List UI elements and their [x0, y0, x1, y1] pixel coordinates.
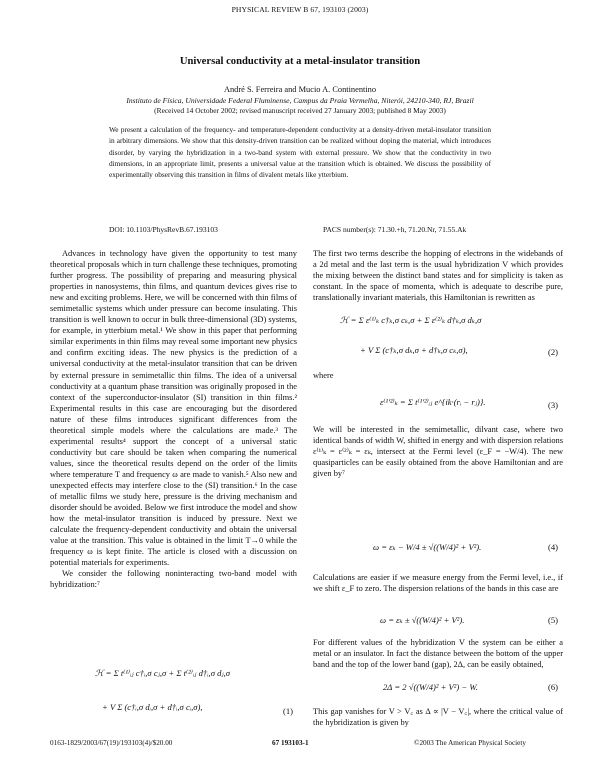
abstract: We present a calculation of the frequency- and temperature-dependent conductivity at a density-driven metal-insulator transition in arbitrary dimensions. We show that this density-driven transition can be realized without doping the material, which introduces disorder, by varying the hybridization in a two-band system with external pressure. We show that the conductivity in two dimensions, in an appropriate limit, presents a universal value at the transition which is obtained. We discuss the possibility of experimentally observing this transition in films of divalent metals like ytterbium. [109, 125, 491, 180]
equation-3: ε⁽¹'²⁾ₖ = Σ t⁽¹'²⁾ᵢⱼ e^{ik·(rᵢ − rⱼ)}. [380, 397, 486, 407]
equation-1-line-2: + V Σ (c†ᵢ,σ dᵢ,σ + d†ᵢ,σ cᵢ,σ), [102, 702, 203, 712]
right-para-1: The first two terms describe the hopping of electrons in the widebands of a 2d metal and the last term is the usual hybridization V which provides the mixing between the distinct band states and for simplicity is taken as constant. In the space of momenta, which is adequate to describe pure, translationally invariant materials, this Hamiltonian is rewritten as [313, 249, 563, 303]
equation-5-number: (5) [548, 615, 559, 625]
right-para-5: This gap vanishes for V > V꜀ as Δ ∝ |V − V꜀|, where the critical value of the hybridization is given by [313, 707, 563, 728]
paper-title: Universal conductivity at a metal-insulator transition [179, 56, 421, 67]
received-dates: (Received 14 October 2002; revised manuscript received 27 January 2003; published 8 May 2003) [154, 106, 446, 115]
equation-2-line-2: + V Σ (c†ₖ,σ dₖ,σ + d†ₖ,σ cₖ,σ), [360, 345, 468, 355]
equation-1-number: (1) [283, 706, 294, 716]
journal-header: PHYSICAL REVIEW B 67, 193103 (2003) [231, 5, 369, 14]
authors: André S. Ferreira and Mucio A. Continentino [223, 85, 377, 94]
where-label: where [313, 371, 334, 380]
doi[interactable]: DOI: 10.1103/PhysRevB.67.193103 [109, 225, 218, 234]
right-para-2: We will be interested in the semimetallic, dilvant case, where two identical bands of width W, shifted in energy and with dispersion relations ε⁽¹⁾ₖ = ε⁽²⁾ₖ = εₖ, intersect at the Fermi level (ε_F = −W/4). The new quasiparticles can be easily obtained from the above Hamiltonian and are given by⁷ [313, 425, 563, 479]
equation-5: ω = εₖ ± √((W/4)² + V²). [380, 615, 465, 625]
model-intro-paragraph: We consider the following noninteracting two-band model with hybridization:⁷ [50, 569, 297, 590]
left-column [50, 248, 297, 590]
intro-paragraph: Advances in technology have given the opportunity to test many theoretical proposals which in turn challenge these techniques, promoting further progress. The possibility of preparing and measuring physical properties in nanosystems, thin films, and quantum devices gives rise to new and exciting problems. Here, we will be concerned with thin films of semimetallic systems which under pressure can become insulating. This transition is well known to occur in bulk three-dimensional (3D) systems, for example, in ytterbium metal.¹ We show in this paper that performing similar experiments in thin films may reveal some important new physics and confirm exciting ideas. The new physics is the prediction of a universal conductivity at the metal-insulator transition that can be driven by external pressure in semimetallic thin films. The idea of a universal conductivity at a quantum phase transition was originally proposed in the context of the superconductor-insulator (SI) transition in thin films.² Experimental results in this case are encouraging but the disordered nature of these films introduces significant differences from the theoretical simple models where the calculations are made.³ The experimental results⁴ support the concept of a universal static conductivity but care should be taken when comparing the numerical values, since the theoretical results depend on the order of the limits where temperature T and frequency ω are made to vanish.⁵ Also new and unexpected effects may interfere close to the (SI) transition.⁶ In the case of metallic films we study here, pressure is the driving mechanism and disorder should be avoided. Below we first introduce the model and show how the metal-insulator transition is induced by pressure. Next we calculate the frequency-dependent conductivity and obtain the universal value at the transition. This value is obtained in the limit T→0 while the frequency ω is kept finite. The article is closed with a discussion on potential materials for experiments. [50, 249, 298, 568]
equation-2-line-1: ℋ = Σ ε⁽¹⁾ₖ c†ₖ,σ cₖ,σ + Σ ε⁽²⁾ₖ d†ₖ,σ dₖ,σ [340, 315, 482, 325]
equation-1-line-1: ℋ = Σ t⁽¹⁾ᵢⱼ c†ᵢ,σ cⱼ,σ + Σ t⁽²⁾ᵢⱼ d†ᵢ,σ dⱼ,σ [95, 668, 231, 678]
footer-issn: 0163-1829/2003/67(19)/193103(4)/$20.00 [50, 739, 173, 747]
footer-copyright: ©2003 The American Physical Society [414, 739, 526, 747]
equation-4-number: (4) [548, 542, 559, 552]
affiliation: Instituto de Física, Universidade Federal Fluminense, Campus da Praia Vermelha, Niterói, 24210-340, RJ, Brazil [126, 96, 474, 105]
equation-6-number: (6) [548, 682, 559, 692]
right-para-4: For different values of the hybridization V the system can be either a metal or an insulator. In fact the distance between the bottom of the upper band and the top of the lower band (gap), 2Δ, can be easily obtained, [313, 638, 563, 670]
equation-3-number: (3) [548, 400, 559, 410]
equation-6: 2Δ = 2 √((W/4)² + V²) − W. [383, 682, 478, 692]
footer-page: 67 193103-1 [272, 739, 309, 747]
equation-4: ω = εₖ − W/4 ± √((W/4)² + V²). [373, 542, 482, 552]
pacs-numbers: PACS number(s): 71.30.+h, 71.20.Nr, 71.55.Ak [323, 225, 467, 234]
equation-2-number: (2) [548, 347, 559, 357]
right-para-3: Calculations are easier if we measure energy from the Fermi level, i.e., if we shift ε_F to zero. The dispersion relations of the bands in this case are [313, 573, 563, 594]
